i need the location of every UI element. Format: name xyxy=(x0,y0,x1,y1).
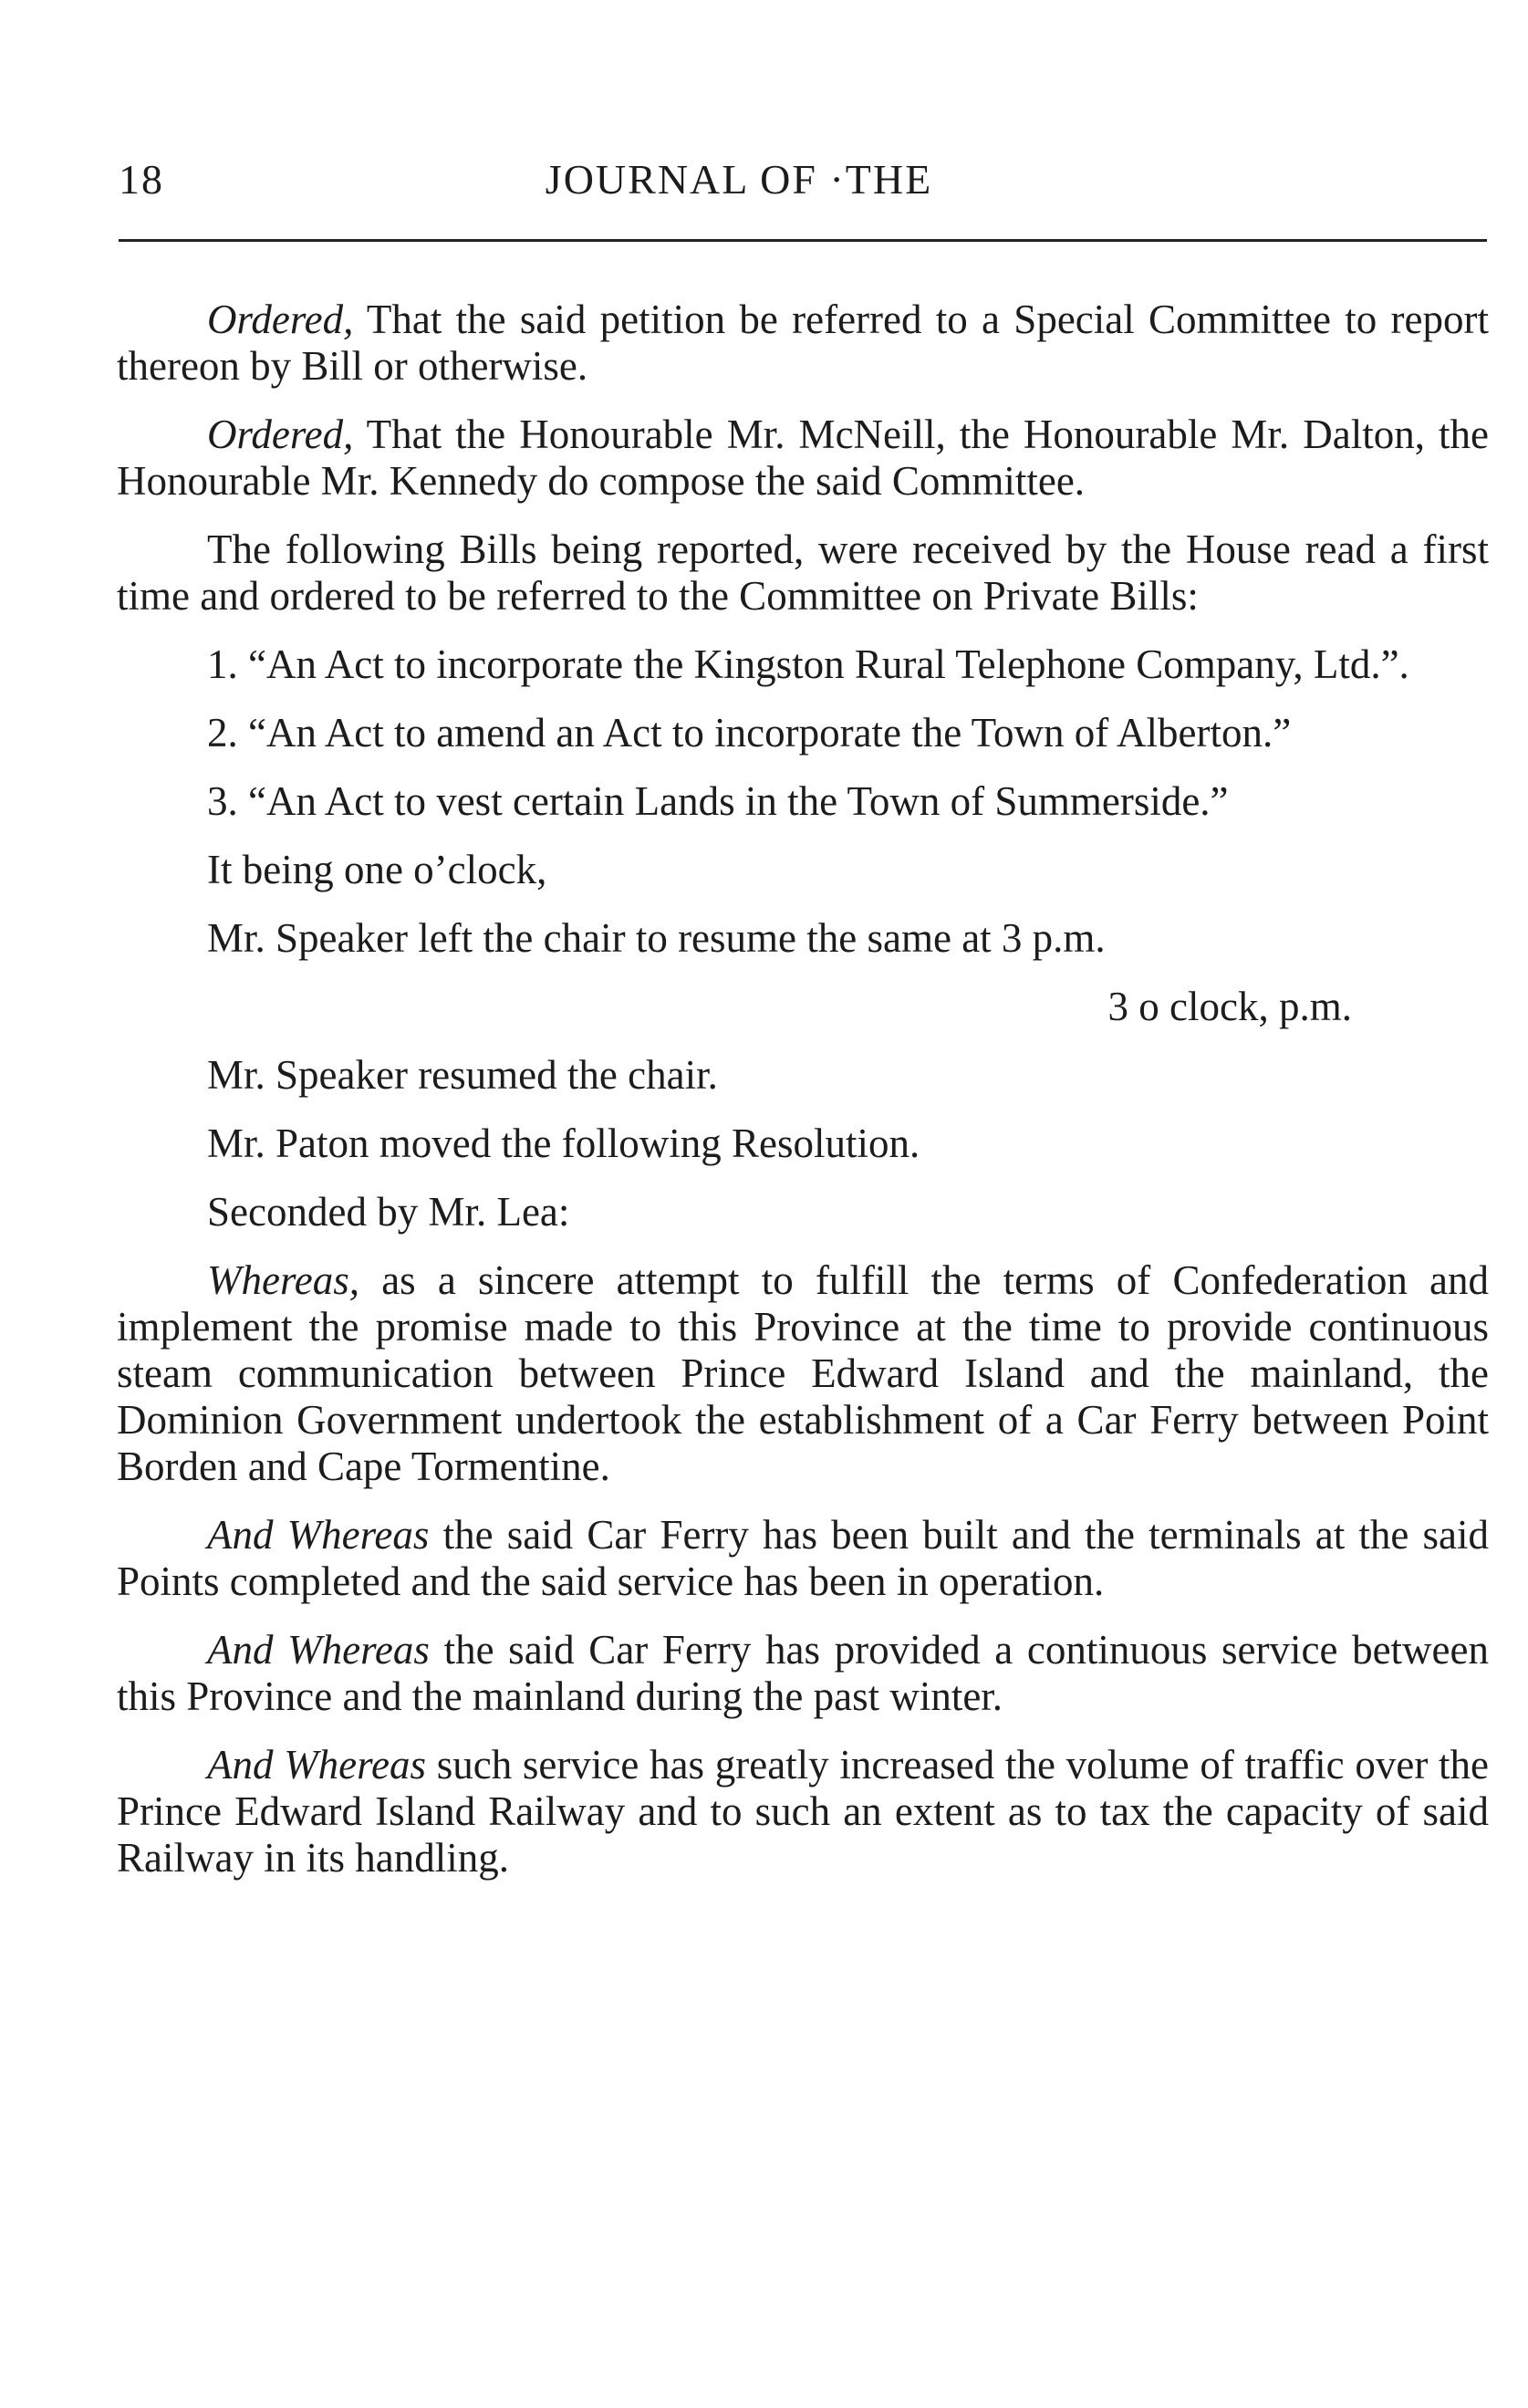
paragraph-text: 1. “An Act to incorporate the Kingston Rural Telephone Company, Ltd.”. xyxy=(207,641,1409,687)
time-marker: 3 o clock, p.m. xyxy=(1107,984,1352,1029)
paragraph-text: Seconded by Mr. Lea: xyxy=(207,1189,570,1235)
paragraph-text: That the said petition be referred to a Special Committee to report thereon by Bill or otherwise. xyxy=(117,297,1489,389)
paragraph-text: 3. “An Act to vest certain Lands in the Town of Summerside.” xyxy=(207,778,1229,824)
paragraph-text: such service has greatly increased the volume of traffic over the Prince Edward Island Railway and to such an extent as to tax the capacity of said Railway in its handling. xyxy=(117,1742,1490,1881)
running-head: JOURNAL OF ·THE xyxy=(545,156,933,203)
paragraph xyxy=(117,1189,1489,1235)
paragraph-text: the said Car Ferry has been built and the terminals at the said Points completed and the said service has been in operation. xyxy=(117,1512,1489,1604)
paragraph-text: Mr. Paton moved the following Resolution. xyxy=(207,1121,920,1166)
bill-item xyxy=(117,641,1489,688)
paragraph xyxy=(117,1052,1489,1099)
paragraph-lead: Ordered, xyxy=(207,412,354,457)
bill-item xyxy=(117,778,1489,825)
paragraph xyxy=(117,297,1489,390)
paragraph xyxy=(117,526,1489,620)
resolution-paragraph xyxy=(117,1627,1489,1720)
paragraph-lead: Ordered, xyxy=(207,297,354,342)
paragraph xyxy=(117,412,1489,505)
paragraph xyxy=(117,1121,1489,1167)
bill-item xyxy=(117,710,1489,756)
paragraph-text: as a sincere attempt to fulfill the terms of Confederation and implement the promise made to this Province at the time to provide continuous steam communication between Prince Edward Island and the mainland, the Dominion Government undertook the establishment of a Car Ferry between Point Borden and Cape Tormentine. xyxy=(117,1257,1489,1489)
paragraph-lead: And Whereas xyxy=(207,1742,426,1788)
page-header xyxy=(119,155,1487,210)
header-rule xyxy=(119,239,1487,242)
paragraph xyxy=(117,915,1489,962)
resolution-paragraph xyxy=(117,1257,1489,1490)
paragraph-text: That the Honourable Mr. McNeill, the Honourable Mr. Dalton, the Honourable Mr. Kennedy do compose the said Committee. xyxy=(117,412,1489,504)
page-number: 18 xyxy=(119,156,164,203)
paragraph-text: the said Car Ferry has provided a continuous service between this Province and the mainland during the past winter. xyxy=(117,1627,1489,1719)
paragraph-lead: Whereas, xyxy=(207,1257,360,1303)
paragraph-text: Mr. Speaker left the chair to resume the same at 3 p.m. xyxy=(207,915,1106,961)
journal-body xyxy=(117,297,1489,1882)
resolution-paragraph xyxy=(117,1512,1489,1605)
resolution-paragraph xyxy=(117,1742,1489,1882)
paragraph xyxy=(117,847,1489,893)
paragraph-lead: And Whereas xyxy=(207,1512,430,1558)
paragraph-text: 2. “An Act to amend an Act to incorporate the Town of Alberton.” xyxy=(207,710,1292,756)
paragraph-text: It being one o’clock, xyxy=(207,847,547,892)
paragraph-text: The following Bills being reported, were received by the House read a first time and ordered to be referred to the Committee on Private Bills: xyxy=(117,526,1489,619)
paragraph-text: Mr. Speaker resumed the chair. xyxy=(207,1052,718,1098)
paragraph-lead: And Whereas xyxy=(207,1627,430,1673)
